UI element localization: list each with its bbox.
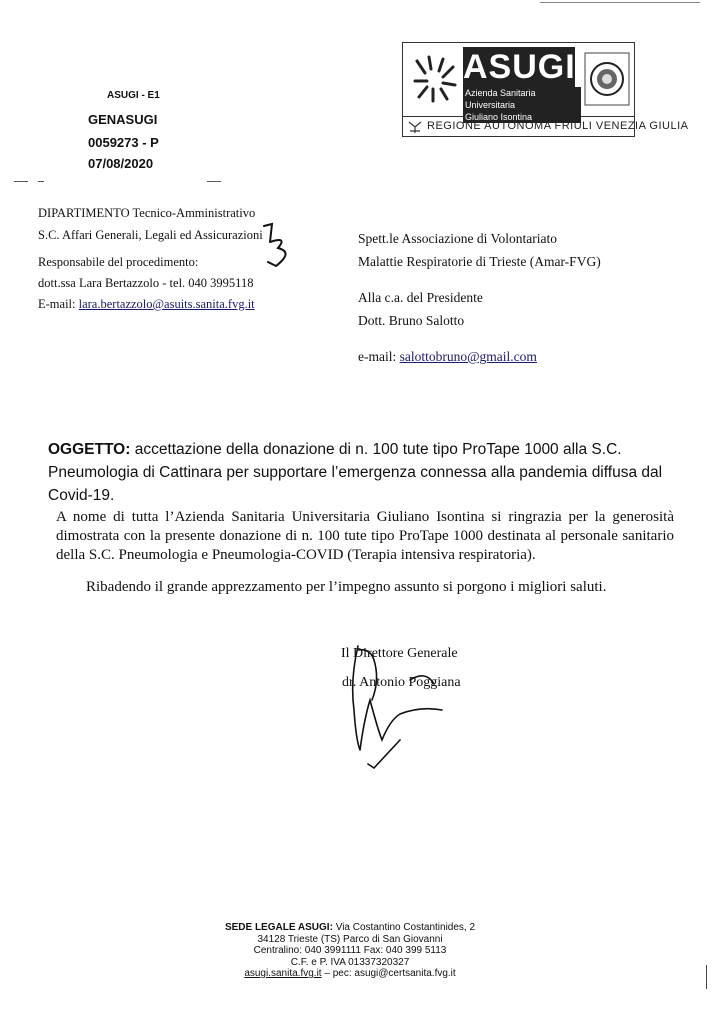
recipient-attn: Alla c.a. del Presidente <box>358 290 483 305</box>
recipient-block <box>358 231 601 365</box>
responsible-contact: dott.ssa Lara Bertazzolo - tel. 040 3995118 <box>38 276 254 290</box>
protocol-number: 0059273 - P <box>88 135 159 150</box>
legal-footer <box>200 922 500 980</box>
sender-email-line <box>38 297 263 312</box>
sender-block <box>38 206 263 312</box>
subject-line <box>48 438 668 507</box>
recipient-name: Dott. Bruno Salotto <box>358 313 465 328</box>
footer-address-label: SEDE LEGALE ASUGI: <box>224 922 333 933</box>
subject-label: OGGETTO: <box>48 441 131 458</box>
footer-web-line <box>200 968 500 980</box>
logo-subtitle-1: Azienda Sanitaria Universitaria <box>465 88 536 110</box>
handwritten-initial <box>258 222 298 272</box>
recipient-line-2: Malattie Respiratorie di Trieste (Amar-FVG) <box>358 254 601 269</box>
subject-text: accettazione della donazione di n. 100 tute tipo ProTape 1000 alla S.C. Pneumologia di Cattinara per supportare l’emergenza connessa alla pandemia diffusa dal Covid-19. <box>48 441 663 504</box>
protocol-date: 07/08/2020 <box>88 156 154 171</box>
footer-city: 34128 Trieste (TS) Parco di San Giovanni <box>257 933 443 945</box>
recipient-email-label: e-mail: <box>358 349 397 364</box>
handwritten-signature <box>330 640 460 780</box>
asugi-logo <box>402 42 689 137</box>
top-scan-mark <box>540 2 700 3</box>
logo-subtitle <box>463 87 581 123</box>
signature-name: dr. Antonio Poggiana <box>342 675 461 690</box>
closing-line: Ribadendo il grande apprezzamento per l’impegno assunto si porgono i migliori saluti. <box>86 579 607 595</box>
sender-office: S.C. Affari Generali, Legali ed Assicurazioni <box>38 228 263 242</box>
logo-subtitle-2: Giuliano Isontina <box>465 112 533 122</box>
logo-wordmark: ASUGI <box>463 48 576 86</box>
footer-address <box>200 922 500 934</box>
sender-email-link[interactable]: lara.bertazzolo@asuits.sanita.fvg.it <box>78 297 255 311</box>
footer-address-value: Via Costantino Costantinides, 2 <box>335 922 476 933</box>
recipient-email-link[interactable]: salottobruno@gmail.com <box>399 349 537 364</box>
scan-edge-mark <box>706 965 707 989</box>
region-emblem-icon <box>407 119 423 135</box>
logo-banner <box>403 43 634 122</box>
region-name: REGIONE AUTONOMA FRIULI VENEZIA GIULIA <box>427 120 689 132</box>
sender-email-label: E-mail: <box>38 297 76 311</box>
protocol-office: ASUGI - E1 <box>107 90 160 101</box>
recipient-email-line <box>358 349 601 365</box>
footer-pec: – pec: asugi@certsanita.fvg.it <box>321 968 456 979</box>
separator-dash <box>38 181 44 182</box>
asterisk-logo-icon <box>409 51 461 107</box>
separator-dash <box>14 181 28 182</box>
footer-website-link[interactable]: asugi.sanita.fvg.it <box>244 968 322 979</box>
footer-vat: C.F. e P. IVA 01337320327 <box>290 956 410 968</box>
body-paragraph: A nome di tutta l’Azienda Sanitaria Universitaria Giuliano Isontina si ringrazia per la generosità dimostrata con la presente donazione di n. 100 tute tipo ProTape 1000 destinata al personale sanitario della S.C. Pneumologia e Pneumologia-COVID (Terapia intensiva respiratoria). <box>56 509 674 563</box>
footer-phone: Centralino: 040 3991111 Fax: 040 399 5113 <box>253 945 447 956</box>
sender-department: DIPARTIMENTO Tecnico-Amministrativo <box>38 206 256 220</box>
region-seal-icon <box>583 51 631 107</box>
separator-dash <box>207 181 221 182</box>
responsible-label: Responsabile del procedimento: <box>38 255 199 269</box>
protocol-registry: GENASUGI <box>88 112 158 127</box>
recipient-line-1: Spett.le Associazione di Volontariato <box>358 231 557 246</box>
signature-title: Il Direttore Generale <box>341 646 458 661</box>
